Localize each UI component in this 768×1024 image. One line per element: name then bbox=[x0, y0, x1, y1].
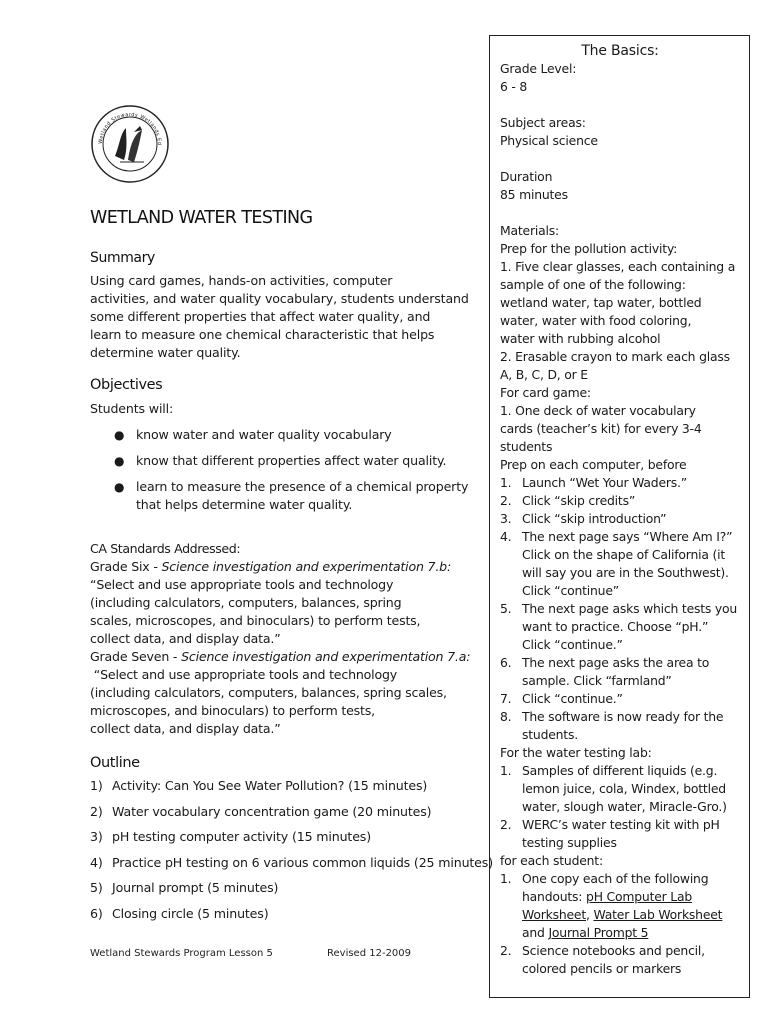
objectives-intro: Students will: bbox=[90, 401, 174, 416]
subject-label: Subject areas: bbox=[500, 115, 586, 130]
footer-revised: Revised 12-2009 bbox=[327, 948, 412, 959]
outline-item: 6) Closing circle (5 minutes) bbox=[90, 905, 269, 921]
standard-line: collect data, and display data.” bbox=[90, 721, 281, 736]
standards-text bbox=[90, 558, 485, 738]
materials-label: Materials: bbox=[500, 223, 559, 238]
summary-text bbox=[90, 272, 475, 362]
each-student-label: for each student: bbox=[500, 853, 603, 868]
list-item: 5. The next page asks which tests you want to practice. Choose “pH.” Click “continue.” bbox=[500, 601, 738, 652]
water-lab-label: For the water testing lab: bbox=[500, 745, 652, 760]
footer-program: Wetland Stewards Program Lesson 5 bbox=[90, 948, 273, 959]
outline-item: 3) pH testing computer activity (15 minutes) bbox=[90, 829, 371, 845]
ph-computer-lab-link[interactable]: pH Computer Lab bbox=[586, 889, 693, 904]
bullet-icon: ● bbox=[114, 454, 125, 468]
objective-item: ● know water and water quality vocabulary bbox=[114, 427, 392, 442]
list-item: 1. One copy each of the following handouts: pH Computer Lab Worksheet, Water Lab Worksheet and Journal Prompt 5 bbox=[500, 871, 723, 940]
grade7-label: Grade Seven - bbox=[90, 649, 182, 664]
summary-line: activities, and water quality vocabulary, students understand bbox=[90, 291, 469, 306]
list-item: 1. Launch “Wet Your Waders.” bbox=[500, 475, 688, 490]
standards-heading: CA Standards Addressed: bbox=[90, 541, 241, 556]
journal-prompt-link[interactable]: Journal Prompt 5 bbox=[548, 925, 649, 940]
wetlands-seal-logo bbox=[90, 104, 170, 184]
list-item: 8. The software is now ready for the students. bbox=[500, 709, 724, 742]
standard-line: (including calculators, computers, balances, spring scales, bbox=[90, 685, 447, 700]
standard-line: microscopes, and binoculars) to perform tests, bbox=[90, 703, 375, 718]
basics-box: The Basics: Grade Level: 6 - 8 Subject areas: Physical science Duration 85 minutes Materials: Prep for the pollution activity: 1. Five clear glasses, each containing a sample of one of the following: wetland water, tap water, bottled water, water with food coloring, water with rubbing alcohol 2. Erasable crayon to mark each glass A, B, C, D, or E For card game: 1. One deck of water vocabulary cards (teacher’s kit) for every 3-4 students Prep on each computer, before 1. Launch “Wet Your Waders.” 2. Click “skip credits” 3. Click “skip introduction” 4. The next page says “Where Am I?” Click on the shape of California (it will say you are in the Southwest). Click “continue” 5. The next page asks which tests you want to practice. Choose “pH.” Click “continue.” 6. The next page asks the area to sample. Click “farmland” 7. Click “continue.” 8. The software is now ready for the students. For the water testing lab: 1. Samples of different liquids (e.g. lemon juice, cola, Windex, bottled water, slough water, Miracle-Gro.) 2. WERC’s water testing kit with pH testing supplies for each student: 1. One copy each of the following handouts: pH Computer Lab Worksheet, Water Lab Worksheet and Journal Prompt 5 2. Science notebooks and pencil, colored pencils or markers bbox=[489, 35, 750, 998]
grade-level-value: 6 - 8 bbox=[500, 79, 528, 94]
list-item: 2. Click “skip credits” bbox=[500, 493, 636, 508]
standard-line: collect data, and display data.” bbox=[90, 631, 281, 646]
summary-line: some different properties that affect water quality, and bbox=[90, 309, 431, 324]
list-item: 6. The next page asks the area to sample. Click “farmland” bbox=[500, 655, 710, 688]
summary-line: learn to measure one chemical characteristic that helps bbox=[90, 327, 435, 342]
objective-item: ● know that different properties affect water quality. bbox=[114, 453, 447, 468]
summary-line: Using card games, hands-on activities, computer bbox=[90, 273, 393, 288]
each-student-list bbox=[500, 870, 740, 978]
outline-item: 5) Journal prompt (5 minutes) bbox=[90, 880, 279, 896]
prep-computer-label: Prep on each computer, before bbox=[500, 457, 687, 472]
water-lab-list bbox=[500, 762, 740, 852]
list-item: 1. Samples of different liquids (e.g. lemon juice, cola, Windex, bottled water, slough water, Miracle-Gro.) bbox=[500, 763, 727, 814]
summary-line: determine water quality. bbox=[90, 345, 241, 360]
objective-item: ● learn to measure the presence of a chemical property that helps determine water quality. bbox=[114, 479, 469, 512]
water-lab-worksheet-link[interactable]: Water Lab Worksheet bbox=[593, 907, 723, 922]
grade6-reference: Science investigation and experimentation 7.b: bbox=[161, 559, 451, 574]
list-item: 3. Click “skip introduction” bbox=[500, 511, 667, 526]
outline-list bbox=[90, 777, 500, 931]
svg-text:Wetland Stewards Wetlands Educ: Wetland Stewards Wetlands Ed bbox=[97, 111, 163, 146]
list-item: 7. Click “continue.” bbox=[500, 691, 623, 706]
grade-level-label: Grade Level: bbox=[500, 61, 577, 76]
list-item: 2. WERC’s water testing kit with pH testing supplies bbox=[500, 817, 720, 850]
list-item: 2. Science notebooks and pencil, colored pencils or markers bbox=[500, 943, 705, 976]
bullet-icon: ● bbox=[114, 428, 125, 442]
objectives-heading: Objectives bbox=[90, 377, 163, 393]
subject-value: Physical science bbox=[500, 133, 598, 148]
basics-title: The Basics: bbox=[581, 43, 659, 59]
worksheet-link[interactable]: Worksheet bbox=[522, 907, 586, 922]
prep-computer-list bbox=[500, 474, 740, 744]
duration-value: 85 minutes bbox=[500, 187, 568, 202]
outline-item: 4) Practice pH testing on 6 various common liquids (25 minutes) bbox=[90, 854, 493, 870]
card-game-label: For card game: bbox=[500, 385, 591, 400]
prep-pollution-label: Prep for the pollution activity: bbox=[500, 241, 678, 256]
list-item: 4. The next page says “Where Am I?” Click on the shape of California (it will say you are in the Southwest). Click “continue” bbox=[500, 529, 733, 598]
standard-line: scales, microscopes, and binoculars) to perform tests, bbox=[90, 613, 421, 628]
standard-line: “Select and use appropriate tools and technology bbox=[90, 577, 394, 592]
outline-heading: Outline bbox=[90, 755, 140, 771]
objectives-list bbox=[90, 426, 480, 522]
grade6-label: Grade Six - bbox=[90, 559, 162, 574]
document-title: WETLAND WATER TESTING bbox=[90, 208, 313, 228]
standard-line: (including calculators, computers, balances, spring bbox=[90, 595, 402, 610]
summary-heading: Summary bbox=[90, 250, 155, 266]
grade7-reference: Science investigation and experimentation 7.a: bbox=[181, 649, 471, 664]
standard-line: “Select and use appropriate tools and technology bbox=[90, 667, 397, 682]
duration-label: Duration bbox=[500, 169, 553, 184]
bullet-icon: ● bbox=[114, 480, 125, 494]
outline-item: 1) Activity: Can You See Water Pollution? (15 minutes) bbox=[90, 778, 428, 793]
outline-item: 2) Water vocabulary concentration game (20 minutes) bbox=[90, 803, 432, 819]
